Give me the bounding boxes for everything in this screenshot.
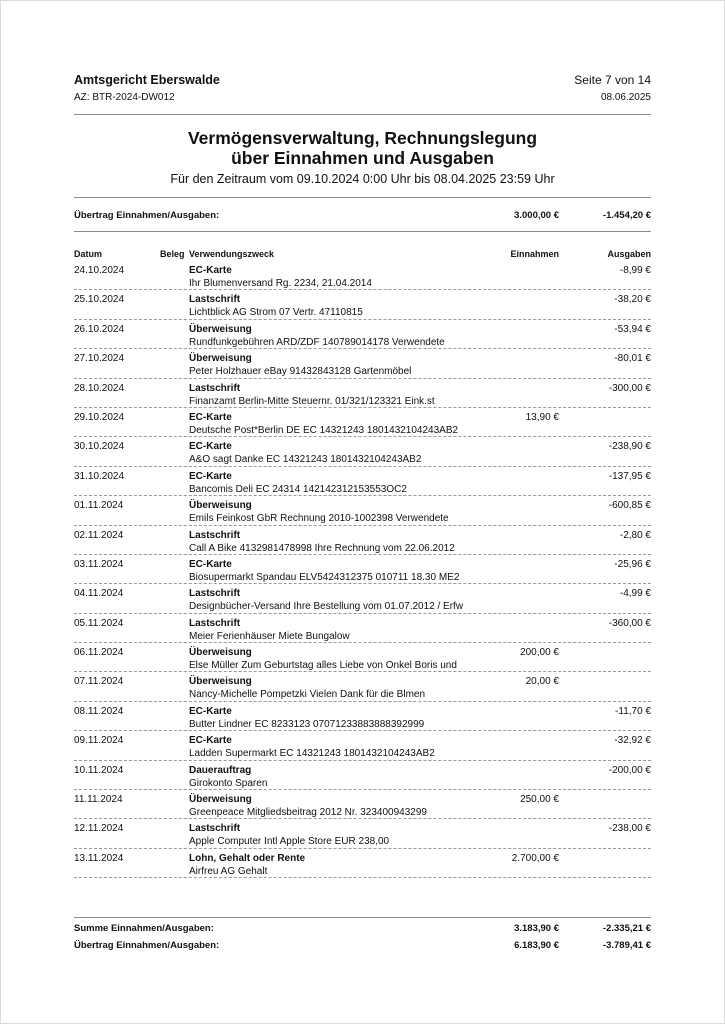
row-type: Lastschrift (189, 823, 241, 835)
row-type: Lastschrift (189, 617, 241, 629)
table-row (74, 614, 651, 643)
row-date: 29.10.2024 (74, 411, 125, 423)
table-row (74, 290, 651, 319)
row-date: 30.10.2024 (74, 441, 125, 453)
row-date: 12.11.2024 (74, 823, 124, 835)
row-description: Else Müller Zum Geburtstag alles Liebe von Onkel Boris und (189, 660, 457, 672)
row-expense: -238,00 € (608, 823, 651, 835)
row-date: 08.11.2024 (74, 705, 124, 717)
row-date: 26.10.2024 (74, 323, 125, 335)
col-date: Datum (74, 249, 103, 259)
row-income: 250,00 € (520, 794, 559, 806)
table-row (74, 819, 651, 848)
table-row (74, 261, 651, 290)
col-expense: Ausgaben (607, 249, 651, 259)
totals-income: 3.183,90 € (514, 923, 559, 934)
table-row (74, 555, 651, 584)
document-title (0, 128, 725, 168)
table-row (74, 349, 651, 378)
row-expense: -53,94 € (614, 323, 651, 335)
row-type: EC-Karte (189, 558, 232, 570)
page-number: Seite 7 von 14 (574, 73, 651, 87)
table-row (74, 761, 651, 790)
carry-in-label: Übertrag Einnahmen/Ausgaben: (74, 210, 220, 221)
row-type: Überweisung (189, 676, 252, 688)
row-description: Airfreu AG Gehalt (189, 865, 268, 877)
row-date: 09.11.2024 (74, 735, 124, 747)
row-type: Lastschrift (189, 529, 241, 541)
table-row (74, 790, 651, 819)
row-expense: -300,00 € (608, 382, 651, 394)
row-expense: -11,70 € (615, 705, 651, 717)
row-description: Biosupermarkt Spandau ELV5424312375 010711 18.30 ME2 (189, 571, 460, 583)
row-description: Ihr Blumenversand Rg. 2234, 21.04.2014 (189, 278, 372, 289)
row-date: 13.11.2024 (74, 852, 124, 864)
row-date: 07.11.2024 (74, 676, 124, 688)
row-expense: -360,00 € (608, 617, 651, 629)
row-description: A&O sagt Danke EC 14321243 1801432104243AB2 (189, 454, 422, 466)
row-description: Meier Ferienhäuser Miete Bungalow (189, 630, 350, 642)
row-type: Überweisung (189, 353, 252, 365)
totals-divider (74, 917, 651, 918)
totals-label: Summe Einnahmen/Ausgaben: (74, 923, 214, 934)
row-description: Lichtblick AG Strom 07 Vertr. 47110815 (189, 307, 363, 319)
document-date: 08.06.2025 (600, 92, 651, 103)
row-expense: -137,95 € (608, 470, 651, 482)
title-divider (74, 197, 651, 198)
table-row (74, 731, 651, 760)
row-description: Ladden Supermarkt EC 14321243 1801432104243AB2 (189, 748, 435, 760)
header-right (574, 73, 651, 103)
row-type: Dauerauftrag (189, 764, 252, 776)
row-income: 200,00 € (520, 647, 559, 659)
carry-out-label: Übertrag Einnahmen/Ausgaben: (74, 940, 220, 951)
row-expense: -238,90 € (608, 441, 651, 453)
table-row (74, 849, 651, 878)
row-description: Butter Lindner EC 8233123 07071233883888392999 (189, 718, 425, 730)
row-description: Deutsche Post*Berlin DE EC 14321243 1801432104243AB2 (189, 424, 459, 436)
table-row (74, 672, 651, 701)
row-date: 06.11.2024 (74, 647, 124, 659)
row-type: Lastschrift (189, 382, 241, 394)
header-left (74, 73, 220, 103)
table-row (74, 526, 651, 555)
row-expense: -4,99 € (619, 588, 651, 600)
row-expense: -200,00 € (608, 764, 651, 776)
carry-out-income: 6.183,90 € (514, 940, 559, 951)
row-date: 31.10.2024 (74, 470, 125, 482)
table-row (74, 496, 651, 525)
row-expense: -25,96 € (614, 558, 651, 570)
period: Für den Zeitraum vom 09.10.2024 0:00 Uhr bis 08.04.2025 23:59 Uhr (170, 172, 555, 186)
row-expense: -600,85 € (608, 500, 651, 512)
row-type: EC-Karte (189, 735, 232, 747)
row-type: EC-Karte (189, 441, 232, 453)
carry-in-expense: -1.454,20 € (602, 210, 651, 221)
row-expense: -80,01 € (614, 353, 651, 365)
case-number: AZ: BTR-2024-DW012 (74, 92, 175, 103)
row-type: Überweisung (189, 794, 252, 806)
carry-in-divider (74, 231, 651, 232)
table-row (74, 643, 651, 672)
table-row (74, 584, 651, 613)
row-type: Lastschrift (189, 294, 241, 306)
row-type: Überweisung (189, 323, 252, 335)
row-description: Call A Bike 4132981478998 Ihre Rechnung vom 22.06.2012 (189, 542, 455, 554)
table-row (74, 702, 651, 731)
title-line-2: über Einnahmen und Ausgaben (231, 148, 494, 168)
row-income: 20,00 € (525, 676, 559, 688)
row-expense: -38,20 € (614, 294, 651, 306)
table-row (74, 320, 651, 349)
row-description: Emils Feinkost GbR Rechnung 2010-1002398 Verwendete (189, 513, 449, 525)
title-line-1: Vermögensverwaltung, Rechnungslegung (187, 128, 538, 148)
row-date: 01.11.2024 (74, 500, 124, 512)
table-row (74, 467, 651, 496)
row-income: 13,90 € (525, 411, 559, 423)
row-description: Apple Computer Intl Apple Store EUR 238,00 (189, 836, 390, 848)
row-date: 28.10.2024 (74, 382, 125, 394)
row-date: 25.10.2024 (74, 294, 125, 306)
row-type: EC-Karte (189, 411, 232, 423)
row-expense: -32,92 € (614, 735, 651, 747)
row-type: EC-Karte (189, 705, 232, 717)
col-purpose: Verwendungszweck (189, 249, 275, 259)
row-type: EC-Karte (189, 265, 232, 276)
row-description: Greenpeace Mitgliedsbeitrag 2012 Nr. 323400943299 (189, 807, 427, 819)
court-name: Amtsgericht Eberswalde (74, 73, 220, 87)
row-date: 02.11.2024 (74, 529, 124, 541)
row-date: 27.10.2024 (74, 353, 125, 365)
row-description: Nancy-Michelle Pompetzki Vielen Dank für die Blmen (189, 689, 426, 701)
col-receipt: Beleg (160, 249, 185, 259)
carry-out-expense: -3.789,41 € (602, 940, 651, 951)
row-description: Peter Holzhauer eBay 91432843128 Gartenmöbel (189, 366, 412, 378)
row-description: Bancomis Deli EC 24314 142142312153553OC2 (189, 483, 407, 495)
row-date: 24.10.2024 (74, 265, 125, 276)
row-date: 03.11.2024 (74, 558, 124, 570)
transactions-table (74, 261, 651, 878)
row-description: Rundfunkgebühren ARD/ZDF 140789014178 Verwendete (189, 336, 445, 348)
row-type: EC-Karte (189, 470, 232, 482)
row-date: 11.11.2024 (74, 794, 123, 806)
table-row (74, 379, 651, 408)
row-type: Überweisung (189, 647, 252, 659)
row-description: Girokonto Sparen (189, 777, 268, 789)
table-row (74, 437, 651, 466)
row-date: 10.11.2024 (74, 764, 124, 776)
row-type: Lastschrift (189, 588, 241, 600)
totals-expense: -2.335,21 € (602, 923, 651, 934)
row-expense: -2,80 € (619, 529, 651, 541)
row-date: 04.11.2024 (74, 588, 124, 600)
row-type: Überweisung (189, 500, 252, 512)
carry-in-income: 3.000,00 € (514, 210, 559, 221)
row-date: 05.11.2024 (74, 617, 124, 629)
col-income: Einnahmen (510, 249, 559, 259)
row-description: Designbücher-Versand Ihre Bestellung vom 01.07.2012 / Erfw (189, 601, 464, 613)
row-type: Lohn, Gehalt oder Rente (189, 852, 306, 864)
row-expense: -8,99 € (619, 265, 651, 276)
row-description: Finanzamt Berlin-Mitte Steuernr. 01/321/123321 Eink.st (189, 395, 435, 407)
table-row (74, 408, 651, 437)
row-income: 2.700,00 € (511, 852, 559, 864)
header-divider (74, 114, 651, 115)
